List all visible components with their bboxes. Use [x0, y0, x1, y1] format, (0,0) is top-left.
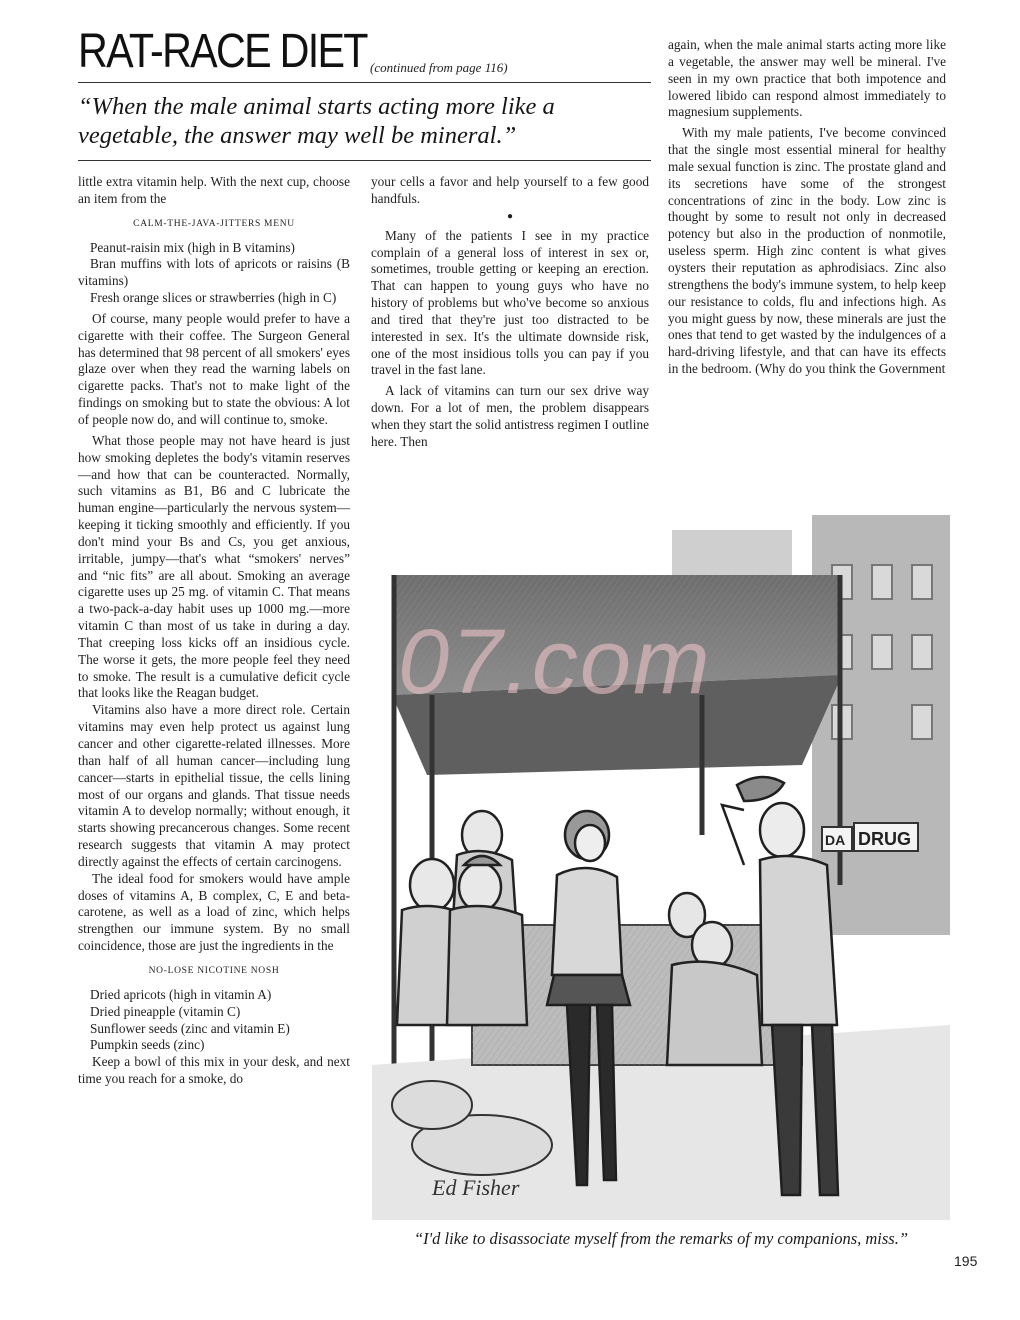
- paragraph: A lack of vitamins can turn our sex drive way down. For a lot of men, the problem disappears when they start the solid antistress regimen I outline here. Then: [371, 383, 649, 449]
- paragraph: Many of the patients I see in my practice complain of a general loss of interest in sex or, sometimes, trouble getting or keeping an erection. That can happen to young guys who have no history of problems but who've become so anxious and tired that they're just too distracted to be interested in sex. It's the ultimate downside risk, one of the most insidious tolls you can pay if you travel in the fast lane.: [371, 227, 649, 378]
- text-column-1: [78, 174, 350, 1088]
- section-bullet: ●: [506, 210, 514, 222]
- text-column-3: [668, 37, 946, 378]
- article-headline: RAT-RACE DIET: [78, 25, 367, 78]
- menu-item: Pumpkin seeds (zinc): [90, 1037, 205, 1053]
- cartoon-caption: “I'd like to disassociate myself from the remarks of my companions, miss.”: [413, 1229, 909, 1248]
- menu-title: NO-LOSE NICOTINE NOSH: [148, 965, 280, 976]
- paragraph: The ideal food for smokers would have ample doses of vitamins A, B complex, C, E and beta-carotene, as well as a load of zinc, which helps strengthen our immune system. By no small coincidence, those are just the ingredients in the: [78, 870, 350, 954]
- paragraph: With my male patients, I've become convinced that the single most essential mineral for healthy male sexual function is zinc. The prostate gland and its secretions have some of the strongest concentrations of zinc in the body. Low zinc is thought by some to result not only in decreased potency but also in the production of nonmotile, useless sperm. High zinc content is what gives oysters their reputation as aphrodisiacs. Zinc also strengthens the body's immune system, to help keep our resistance to colds, flu and infections high. As you might guess by now, these minerals are just the ones that tend to get wasted by the indulgences of a hard-driving lifestyle, and that can have its effects in the bedroom. (Why do you think the Government: [668, 125, 946, 377]
- menu-item: Sunflower seeds (zinc and vitamin E): [90, 1020, 290, 1036]
- shop-sign-text: DA: [825, 832, 846, 848]
- paragraph: Of course, many people would prefer to have a cigarette with their coffee. The Surgeon General has determined that 98 percent of all smokers' eyes glaze over when they read the warning labels on cigarette packs. That's not to make light of the findings on smoking but to state the obvious: A lot of people now do, and will continue to, smoke.: [78, 310, 350, 427]
- pull-quote: “When the male animal starts acting more like a vegetable, the answer may well be mineral.”: [78, 93, 555, 149]
- paragraph: again, when the male animal starts acting more like a vegetable, the answer may well be mineral. I've seen in my own practice that both impotence and lowered libido can respond almost immediately to magnesium supplements.: [668, 37, 946, 120]
- page-number: 195: [954, 1253, 978, 1269]
- pull-quote-rule: [78, 160, 651, 161]
- paragraph: Vitamins also have a more direct role. Certain vitamins may even help protect us against lung cancer and other cigarette-related illnesses. More than half of all human cancer—including lung cancer—starts in epithelial tissue, the cells lining most of our organs and glands. That tissue needs vitamin A to develop normally; without enough, it starts showing precancerous changes. Some recent research suggests that vitamin A may protect directly against the effects of certain carcinogens.: [78, 702, 350, 869]
- menu-item: Dried apricots (high in vitamin A): [90, 986, 272, 1002]
- paragraph: Keep a bowl of this mix in your desk, and next time you reach for a smoke, do: [78, 1054, 350, 1087]
- artist-signature: Ed Fisher: [432, 1175, 520, 1200]
- watermark: 07.com: [398, 611, 712, 713]
- continued-note: (continued from page 116): [370, 60, 508, 75]
- text-column-2: [371, 174, 649, 451]
- menu-item: Bran muffins with lots of apricots or raisins (B vitamins): [78, 256, 350, 289]
- menu-item: Fresh orange slices or strawberries (high in C): [90, 290, 337, 306]
- menu-title: CALM-THE-JAVA-JITTERS MENU: [133, 218, 295, 229]
- paragraph: What those people may not have heard is just how smoking depletes the body's vitamin reserves—and how that can be counteracted. Normally, such vitamins as B1, B6 and C lubricate the human engine—particularly the nervous system—keeping it ticking smoothly and efficiently. If you don't mind your Bs and Cs, you get anxious, irritable, jumpy—that's what “smokers' nerves” and “nic fits” are all about. Smoking an average cigarette uses up 25 mg. of vitamin C. That means a two-pack-a-day habit uses up 1000 mg.—more vitamin C than most of us take in during a day. That creeping loss kicks off an insidious cycle. The worse it gets, the more people feel they need to smoke. The result is a cumulative deficit cycle that looks like the Reagan budget.: [78, 432, 350, 701]
- paragraph: little extra vitamin help. With the next cup, choose an item from the: [78, 174, 350, 206]
- menu-item: Peanut-raisin mix (high in B vitamins): [90, 239, 295, 255]
- drug-store-sign-text: DRUG: [858, 829, 911, 849]
- menu-item: Dried pineapple (vitamin C): [90, 1003, 241, 1019]
- paragraph: your cells a favor and help yourself to a few good handfuls.: [371, 174, 649, 206]
- headline-rule: [78, 82, 651, 83]
